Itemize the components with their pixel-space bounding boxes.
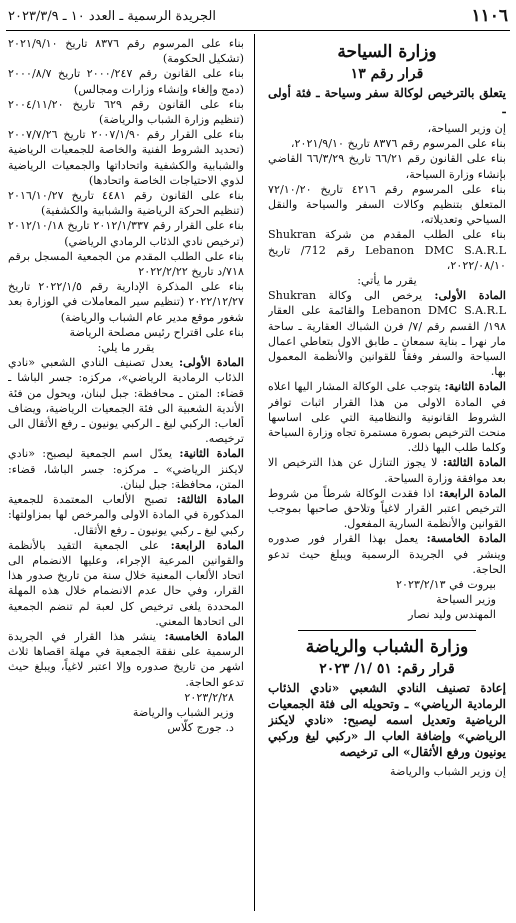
- preamble-line: بناء على القانون رقم ٤٤٨١ تاريخ ٢٠١٦/١٠/٢٧ (تنظيم الحركة الرياضية والشبابية والكشفية): [8, 189, 244, 218]
- left-column: [8, 36, 244, 917]
- decides-heading: يقرر ما يأتي:: [357, 274, 417, 288]
- article-label: المادة الثانية:: [444, 379, 506, 394]
- article-label: المادة الثانية:: [179, 446, 244, 461]
- article: [8, 446, 244, 492]
- article: [8, 492, 244, 538]
- article-label: المادة الثالثة:: [442, 455, 506, 470]
- article-label: المادة الرابعة:: [170, 537, 244, 552]
- article: [268, 288, 506, 379]
- signature-name: المهندس وليد نصار: [408, 608, 496, 622]
- article-label: المادة الرابعة:: [439, 485, 506, 500]
- article-text: يتوجب على الوكالة المشار اليها اعلاه في المادة الاولى من هذا القرار اثبات توافر الشروط القانونية والنظامية التي على اساسها منحت الترخيص بصورة مستمرة تجاه وزارة السياحة وكلما طلب اليها ذلك.: [268, 380, 506, 455]
- preamble-line: بناء على اقتراح رئيس مصلحة الرياضة: [69, 325, 244, 339]
- preamble-line: بناء على الطلب المقدم من شركة Shukran Lebanon DMC S.A.R.L رقم 712/ تاريخ ٢٠٢٢/٠٨/١٠،: [268, 228, 506, 272]
- article: [8, 355, 244, 446]
- preamble-line: بناء على المرسوم رقم ٤٢١٦ تاريخ ٧٢/١٠/٢٠ المتعلق بتنظيم وكالات السفر والسياحة والنقل السياحي وتعديلاته،: [268, 182, 506, 227]
- preamble-line: بناء على القرار رقم ٢٠٠٧/١/٩٠ تاريخ ٢٠٠٧/٧/٢٦ (تحديد الشروط الفنية والخاصة للجمعيات الرياضية والشبابية والكشفية واتحاداتها والجمعيات الرياضية لذوي الاحتياجات الخاصة واتحادها): [8, 128, 244, 187]
- article: [268, 531, 506, 577]
- article-text: يعمل بهذا القرار فور صدوره وينشر في الجريدة الرسمية ويبلغ حيث تدعو الحاجة.: [268, 532, 506, 576]
- preamble-line: إن وزير الشباب والرياضة: [389, 765, 506, 779]
- signature-title: وزير السياحة: [436, 593, 496, 607]
- decides-heading: يقرر ما يلي:: [97, 341, 155, 355]
- preamble-line: بناء على القرار رقم ٢٠١٢/١/٣٣٧ تاريخ ٢٠١٢/١٠/١٨ (ترخيص نادي الذئاب الرمادي الرياضي): [8, 219, 244, 248]
- preamble-line: بناء على المرسوم رقم ٨٣٧٦ تاريخ ٢٠٢١/٩/١٠،: [290, 137, 506, 151]
- article-label: المادة الأولى:: [178, 355, 244, 370]
- preamble-line: بناء على القانون رقم ٦٦/٢١ تاريخ ٦٦/٣/٢٩ القاضي بإنشاء وزارة السياحة،: [268, 152, 506, 181]
- preamble-line: بناء على الطلب المقدم من الجمعية المسجل برقم ٧١٨/د تاريخ ٢٠٢٢/٢/٢٢: [8, 249, 244, 279]
- signature-date: ٢٠٢٣/٢/٢٨: [184, 690, 234, 704]
- article-label: المادة الثالثة:: [176, 492, 244, 507]
- article-text: اذا فقدت الوكالة شرطاً من شروط الترخيص اعتبر القرار لاغياً وتلاحق صاحبها بموجب القوانين والأنظمة السارية المفعول.: [268, 486, 506, 531]
- header-rule: [6, 30, 510, 31]
- page-header: [6, 6, 510, 28]
- article: [268, 486, 506, 532]
- article-text: يعدّل اسم الجمعية ليصبح: «نادي لايكنز الرياضي» ـ مركزه: جسر الباشا، قضاء: المتن، محافظة: جبل لبنان.: [8, 447, 244, 491]
- preamble-line: إن وزير السياحة،: [427, 122, 506, 135]
- preamble-line: بناء على القانون رقم ٦٢٩ تاريخ ٢٠٠٤/١١/٢٠ (تنظيم وزارة الشباب والرياضة): [8, 97, 244, 127]
- article: [8, 629, 244, 690]
- right-column: [268, 36, 506, 917]
- page-number: ١١٠٦: [471, 6, 508, 26]
- signature-date: بيروت في ٢٠٢٣/٢/١٣: [396, 578, 496, 592]
- decision-number: قرار رقم ١٣: [350, 66, 424, 82]
- article-text: على الجمعية التقيد بالأنظمة والقوانين المرعية الإجراء، وعليها الانضمام الى اتحاد الألعاب المعنية خلال سنة من تاريخ صدور هذا القرار، وفي حال عدم الانضمام خلال هذه المهلة المحددة يلغى ترخيص كل لعبة لم تنضم الجمعية الى اتحادها المعني.: [8, 538, 244, 628]
- article: [8, 538, 244, 629]
- article-text: يعدل تصنيف النادي الشعبي «نادي الذئاب الرمادية الرياضي»، مركزه: جسر الباشا ـ قضاء: المتن ـ محافظة: جبل لبنان، ويحول من فئة الأندية الشعبية الى فئة الجمعيات الرياضية، ويضاف ألعاب: الركبي ليغ ـ الركبي يونيون ـ رفع الأثقال الى ترخيصه.: [8, 356, 244, 446]
- article-text: تصبح الألعاب المعتمدة للجمعية المذكورة في المادة الاولى والمرخص لها بمزاولتها: ركبي ليغ ـ ركبي يونيون ـ رفع الأثقال.: [8, 493, 244, 537]
- article-label: المادة الخامسة:: [426, 531, 506, 546]
- section-separator: [298, 630, 476, 631]
- signature-title: وزير الشباب والرياضة: [132, 705, 234, 719]
- article-text: لا يجوز التنازل عن هذا الترخيص الا بعد موافقة وزارة السياحة.: [268, 456, 506, 485]
- preamble-line: بناء على المرسوم رقم ٨٣٧٦ تاريخ ٢٠٢١/٩/١٠ (تشكيل الحكومة): [8, 37, 244, 66]
- article: [268, 455, 506, 485]
- decision-number-2: قرار رقم: ٥١ /١/ ٢٠٢٣: [319, 661, 455, 678]
- article: [268, 379, 506, 455]
- running-title: الجريدة الرسمية ـ العدد ١٠ ـ ٢٠٢٣/٣/٩: [8, 9, 216, 24]
- column-divider: [254, 34, 255, 911]
- decision-subject: يتعلق بالترخيص لوكالة سفر وسياحة ـ فئة أولى ـ: [268, 86, 506, 116]
- article-label: المادة الخامسة:: [164, 628, 244, 643]
- article-label: المادة الأولى:: [434, 288, 506, 303]
- preamble-line: بناء على القانون رقم ٢٠٠٠/٢٤٧ تاريخ ٢٠٠٠/٨/٧ (دمج وإلغاء وإنشاء وزارات ومجالس): [8, 67, 244, 96]
- ministry-tourism-title: وزارة السياحة: [337, 42, 437, 62]
- signature-name: د. جورج كلّاس: [167, 720, 234, 734]
- article-text: ينشر هذا القرار في الجريدة الرسمية على نفقة الجمعية في مهلة اقصاها ثلاث اشهر من تاريخ صدوره وإلا اعتبر لاغياً، ويبلغ حيث تدعو الحاجة.: [8, 629, 244, 689]
- ministry-youth-sports-title: وزارة الشباب والرياضة: [305, 637, 469, 658]
- decision-subject-2: إعادة تصنيف النادي الشعبي «نادي الذئاب الرمادية الرياضي» ـ وتحويله الى فئة الجمعيات الرياضية وتعديل اسمه ليصبح: «نادي لايكنز الرياضي» وإضافة العاب الـ «ركبي ليغ وركبي يونيون ورفع الأثقال» الى ترخيصه: [268, 681, 506, 760]
- preamble-line: بناء على المذكرة الإدارية رقم ٢٠٢٢/١/٥ تاريخ ٢٠٢٢/١٢/٢٧ (تنظيم سير المعاملات في الوزارة بعد شغور موقع مدير عام الشباب والرياضة): [8, 280, 244, 324]
- article-text: يرخص الى وكالة Shukran Lebanon DMC S.A.R.L والقائمة على العقار ١٩٨/ القسم رقم /٧/ فرن الشباك العقارية ـ ساحة مار نهرا ـ بناية سمعان ـ طابق الاول بتعاطي اعمال السياحة والسفر وفقاً للقوانين والأنظمة المعمول بها.: [268, 289, 506, 379]
